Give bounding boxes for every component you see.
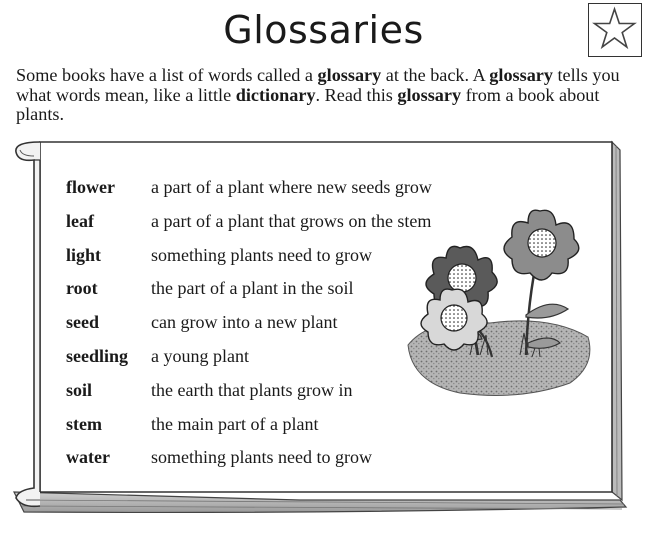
glossary-definition: something plants need to grow — [151, 447, 372, 468]
glossary-term: soil — [66, 379, 93, 400]
glossary-definition: the earth that plants grow in — [151, 379, 353, 400]
glossary-term: stem — [66, 413, 102, 434]
glossary-definition: the part of a plant in the soil — [151, 278, 354, 299]
glossary-term: water — [66, 447, 110, 468]
glossary-definition: the main part of a plant — [151, 413, 319, 434]
glossary-entry — [66, 446, 486, 480]
glossary-definition: a young plant — [151, 345, 249, 366]
glossary-term: light — [66, 244, 102, 265]
flowers-illustration — [400, 205, 600, 415]
glossary-term: leaf — [66, 210, 94, 231]
glossary-definition: can grow into a new plant — [151, 312, 338, 333]
glossary-definition: a part of a plant that grows on the stem — [151, 210, 432, 231]
page-title: Glossaries — [223, 8, 424, 52]
glossary-entry — [66, 413, 486, 447]
glossary-definition: a part of a plant where new seeds grow — [151, 177, 432, 197]
glossary-term: seed — [66, 312, 99, 333]
intro-paragraph: Some books have a list of words called a glossary at the back. A glossary tells you what words mean, like a little dictionary. Read this glossary from a book about plants. — [16, 65, 620, 124]
glossary-term: flower — [66, 177, 115, 197]
glossary-term: seedling — [66, 345, 129, 366]
glossary-term: root — [66, 278, 98, 299]
glossary-definition: something plants need to grow — [151, 244, 372, 265]
